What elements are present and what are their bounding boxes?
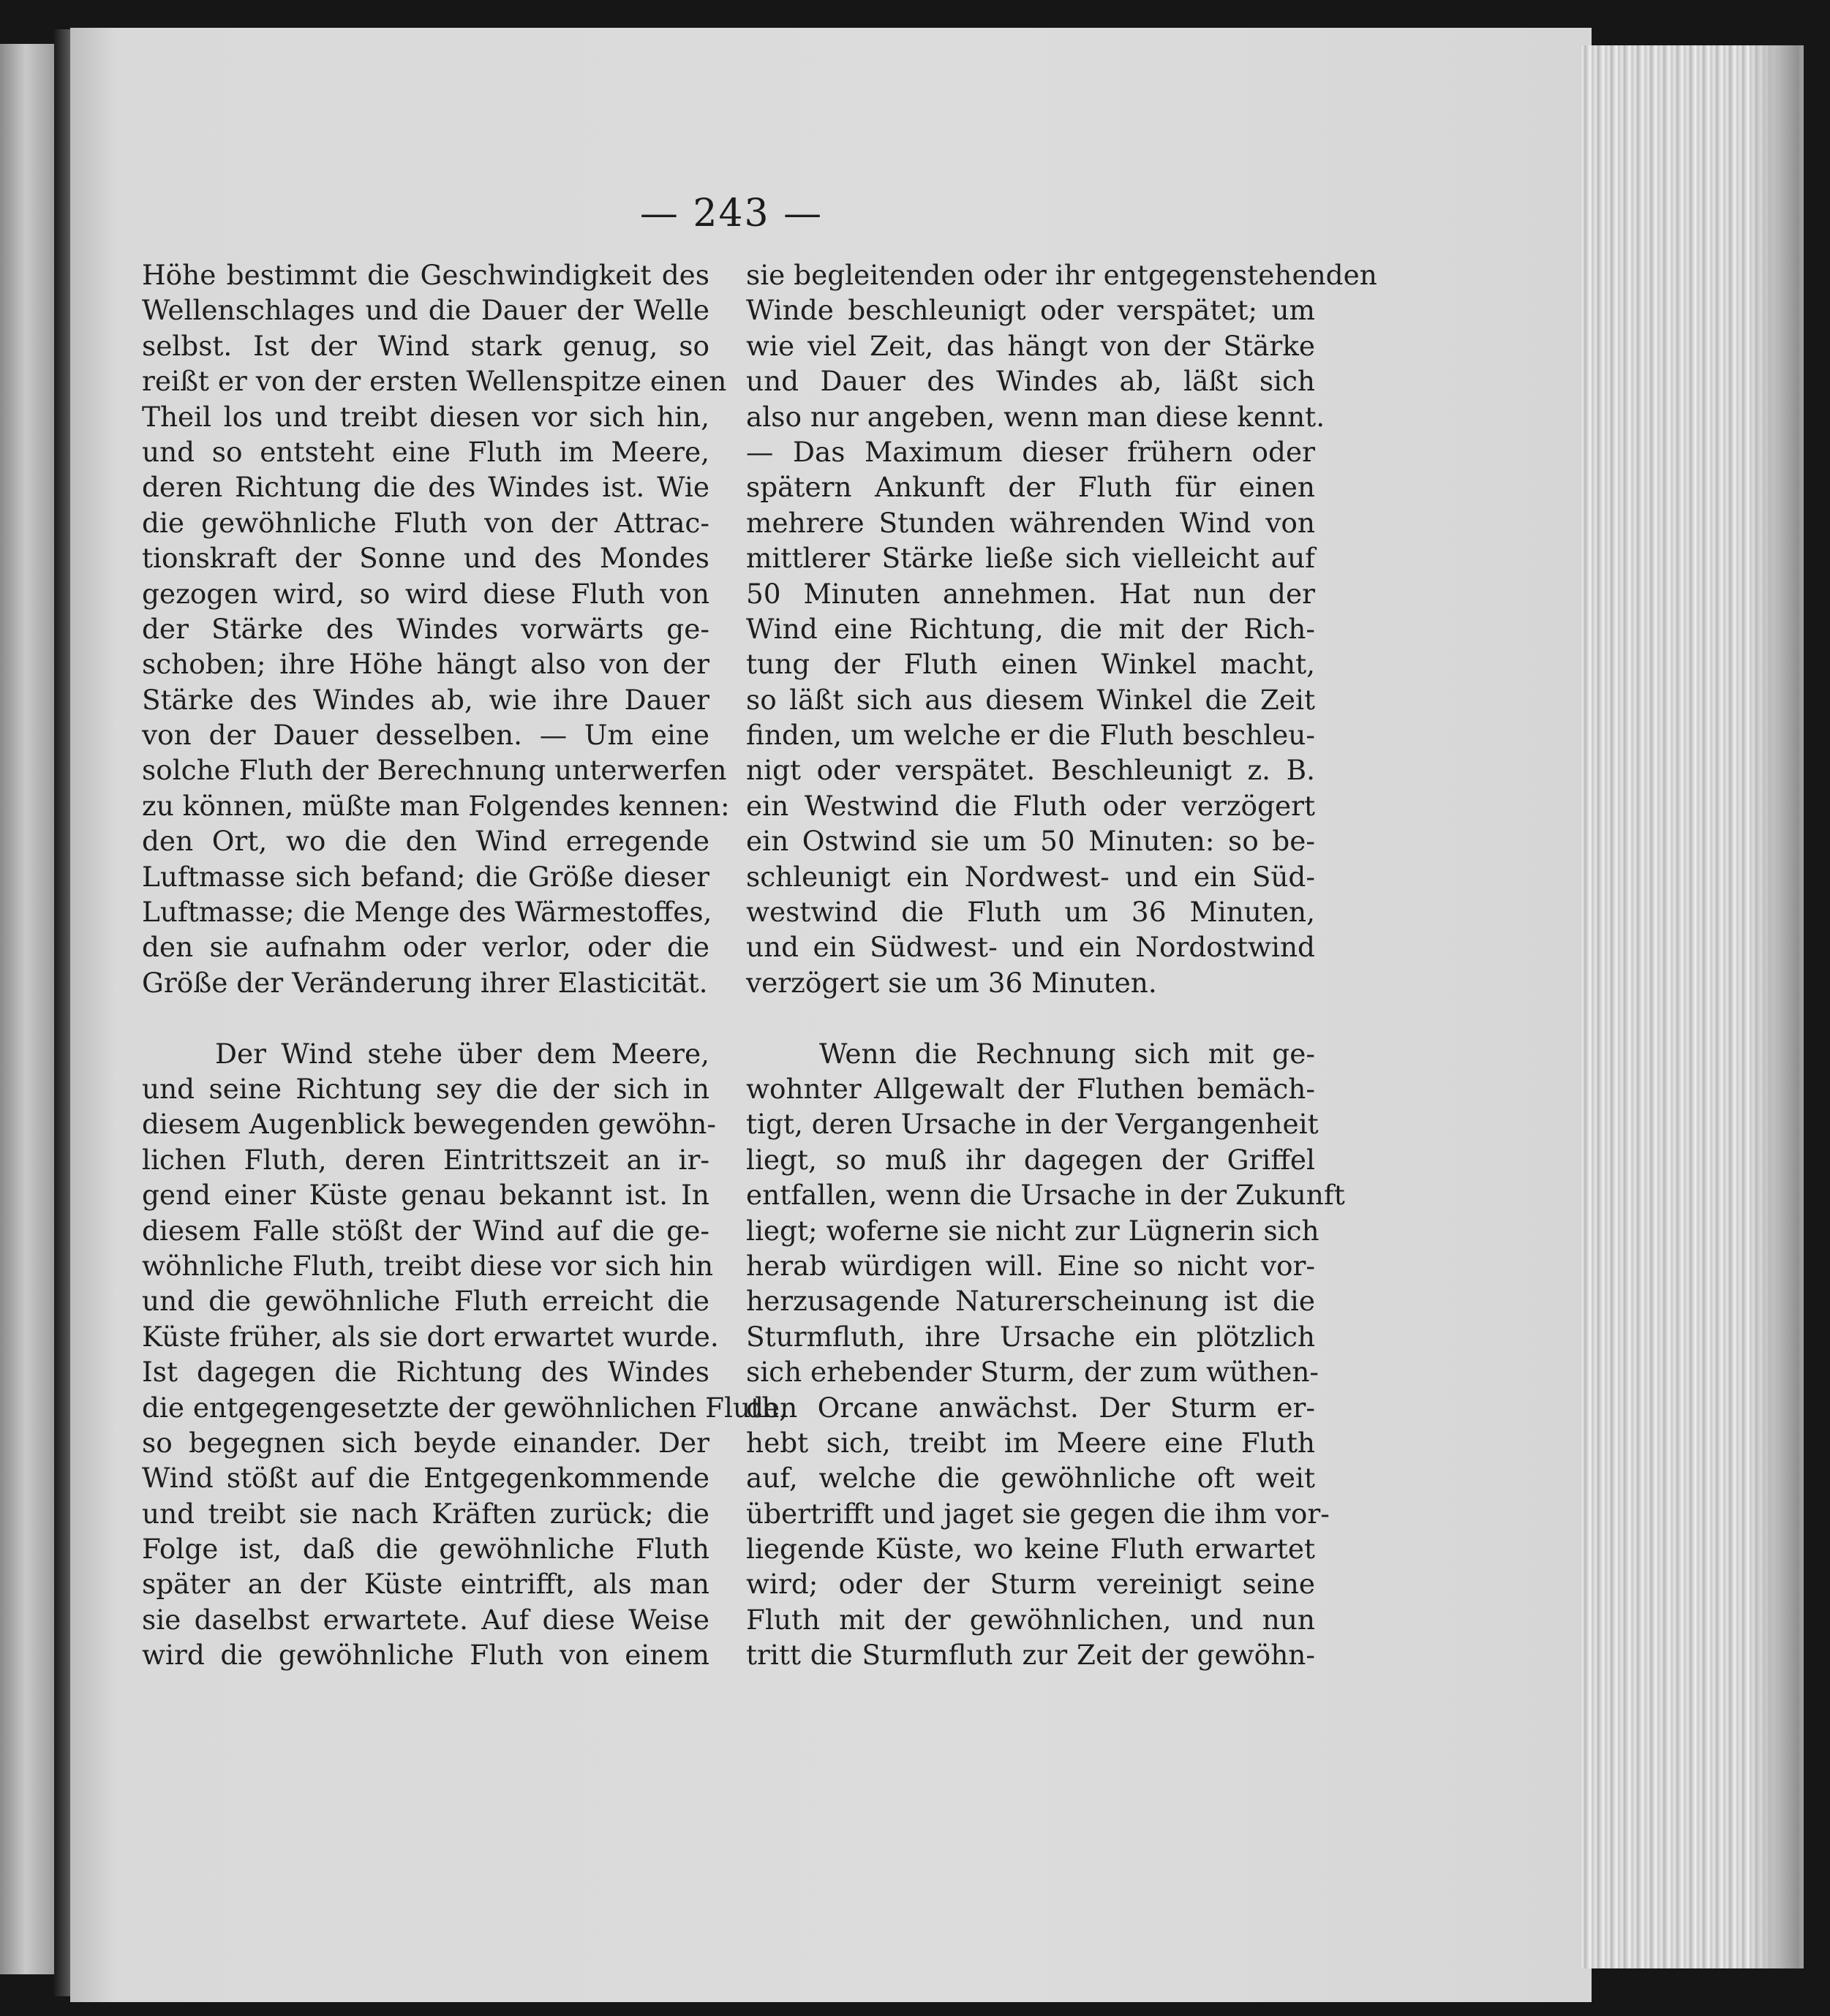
text-line: tritt die Sturmfluth zur Zeit der gewöhn- xyxy=(746,1639,1315,1672)
text-line: übertrifft und jaget sie gegen die ihm vor- xyxy=(746,1497,1330,1530)
paragraph-gap xyxy=(746,1000,1315,1035)
text-line: und die gewöhnliche Fluth erreicht die xyxy=(142,1285,709,1318)
text-line: schoben; ihre Höhe hängt also von der xyxy=(142,648,709,681)
text-line: Fluth mit der gewöhnlichen, und nun xyxy=(746,1603,1315,1636)
text-line: Höhe bestimmt die Geschwindigkeit des xyxy=(142,259,709,291)
text-line: nigt oder verspätet. Beschleunigt z. B. xyxy=(746,754,1315,787)
text-line: und ein Südwest- und ein Nordostwind xyxy=(746,931,1315,964)
text-line: auf, welche die gewöhnliche oft weit xyxy=(746,1462,1315,1495)
text-line: wohnter Allgewalt der Fluthen bemäch- xyxy=(746,1072,1315,1105)
text-line: Größe der Veränderung ihrer Elasticität. xyxy=(142,966,708,999)
text-line: ein Ostwind sie um 50 Minuten: so be- xyxy=(746,825,1315,858)
text-line: später an der Küste eintrifft, als man xyxy=(142,1568,709,1601)
text-line: der Stärke des Windes vorwärts ge- xyxy=(142,612,709,645)
text-line: sich erhebender Sturm, der zum wüthen- xyxy=(746,1356,1319,1389)
text-line: reißt er von der ersten Wellenspitze einen xyxy=(142,365,727,398)
page-number: — 243 — xyxy=(639,192,824,235)
text-line: westwind die Fluth um 36 Minuten, xyxy=(746,896,1315,929)
text-line: deren Richtung die des Windes ist. Wie xyxy=(142,471,709,504)
text-line: wird; oder der Sturm vereinigt seine xyxy=(746,1568,1315,1601)
text-line: diesem Falle stößt der Wind auf die ge- xyxy=(142,1214,709,1247)
text-line: wird die gewöhnliche Fluth von einem xyxy=(142,1639,709,1672)
text-line: schleunigt ein Nordwest- und ein Süd- xyxy=(746,860,1315,893)
text-line: Sturmfluth, ihre Ursache ein plötzlich xyxy=(746,1320,1315,1353)
text-line: wie viel Zeit, das hängt von der Stärke xyxy=(746,329,1315,362)
text-line: und Dauer des Windes ab, läßt sich xyxy=(746,365,1315,398)
text-line: die entgegengesetzte der gewöhnlichen Fluth, xyxy=(142,1391,788,1424)
text-line: mehrere Stunden währenden Wind von xyxy=(746,506,1315,539)
text-line: selbst. Ist der Wind stark genug, so xyxy=(142,329,709,362)
text-line: den Ort, wo die den Wind erregende xyxy=(142,825,709,858)
text-line: lichen Fluth, deren Eintrittszeit an ir- xyxy=(142,1143,709,1176)
text-line: hebt sich, treibt im Meere eine Fluth xyxy=(746,1426,1315,1459)
text-line: liegt; woferne sie nicht zur Lügnerin sich xyxy=(746,1214,1319,1247)
text-line: Luftmasse sich befand; die Größe dieser xyxy=(142,860,709,893)
text-line: verzögert sie um 36 Minuten. xyxy=(746,966,1157,999)
text-line: so läßt sich aus diesem Winkel die Zeit xyxy=(746,683,1315,716)
text-line: den sie aufnahm oder verlor, oder die xyxy=(142,931,709,964)
right-text-column xyxy=(746,257,1377,1673)
text-line: solche Fluth der Berechnung unterwerfen xyxy=(142,754,727,787)
text-line: und seine Richtung sey die der sich in xyxy=(142,1072,709,1105)
text-line: entfallen, wenn die Ursache in der Zukunft xyxy=(746,1179,1345,1212)
text-line: Theil los und treibt diesen vor sich hin, xyxy=(142,400,709,433)
text-line: Der Wind stehe über dem Meere, xyxy=(215,1037,709,1070)
text-line: ein Westwind die Fluth oder verzögert xyxy=(746,789,1315,822)
text-line: Wind eine Richtung, die mit der Rich- xyxy=(746,612,1315,645)
text-line: liegt, so muß ihr dagegen der Griffel xyxy=(746,1143,1315,1176)
text-line: Wenn die Rechnung sich mit ge- xyxy=(819,1037,1315,1070)
text-line: Luftmasse; die Menge des Wärmestoffes, xyxy=(142,896,712,929)
text-line: Stärke des Windes ab, wie ihre Dauer xyxy=(142,683,709,716)
text-line: die gewöhnliche Fluth von der Attrac- xyxy=(142,506,709,539)
text-line: spätern Ankunft der Fluth für einen xyxy=(746,471,1315,504)
left-text-column xyxy=(142,257,788,1673)
text-line: 50 Minuten annehmen. Hat nun der xyxy=(746,577,1315,610)
text-line: liegende Küste, wo keine Fluth erwartet xyxy=(746,1533,1315,1566)
text-line: tionskraft der Sonne und des Mondes xyxy=(142,542,709,575)
text-line: Wellenschlages und die Dauer der Welle xyxy=(142,294,709,327)
text-line: Winde beschleunigt oder verspätet; um xyxy=(746,294,1315,327)
facing-page-edge xyxy=(0,44,57,1974)
text-line: — Das Maximum dieser frühern oder xyxy=(746,435,1315,468)
text-line: finden, um welche er die Fluth beschleu- xyxy=(746,719,1315,752)
text-line: herab würdigen will. Eine so nicht vor- xyxy=(746,1249,1315,1282)
text-line: Ist dagegen die Richtung des Windes xyxy=(142,1356,709,1389)
page-stack-edge xyxy=(1580,45,1804,1968)
text-line: diesem Augenblick bewegenden gewöhn- xyxy=(142,1108,716,1141)
text-line: und so entsteht eine Fluth im Meere, xyxy=(142,435,709,468)
text-line: wöhnliche Fluth, treibt diese vor sich hin xyxy=(142,1249,714,1282)
text-line: von der Dauer desselben. — Um eine xyxy=(142,719,709,752)
text-line: gend einer Küste genau bekannt ist. In xyxy=(142,1179,709,1212)
text-line: tigt, deren Ursache in der Vergangenheit xyxy=(746,1108,1319,1141)
text-line: Folge ist, daß die gewöhnliche Fluth xyxy=(142,1533,709,1566)
text-line: Wind stößt auf die Entgegenkommende xyxy=(142,1462,709,1495)
text-line: herzusagende Naturerscheinung ist die xyxy=(746,1285,1315,1318)
text-line: den Orcane anwächst. Der Sturm er- xyxy=(746,1391,1315,1424)
text-line: tung der Fluth einen Winkel macht, xyxy=(746,648,1315,681)
text-line: so begegnen sich beyde einander. Der xyxy=(142,1426,709,1459)
text-line: und treibt sie nach Kräften zurück; die xyxy=(142,1497,709,1530)
text-line: also nur angeben, wenn man diese kennt. xyxy=(746,400,1325,433)
text-line: Küste früher, als sie dort erwartet wurde. xyxy=(142,1320,719,1353)
paragraph-gap xyxy=(142,1000,709,1035)
text-line: mittlerer Stärke ließe sich vielleicht auf xyxy=(746,542,1315,575)
text-line: zu können, müßte man Folgendes kennen: xyxy=(142,789,730,822)
text-line: sie begleitenden oder ihr entgegenstehenden xyxy=(746,259,1377,291)
text-line: gezogen wird, so wird diese Fluth von xyxy=(142,577,709,610)
text-line: sie daselbst erwartete. Auf diese Weise xyxy=(142,1603,709,1636)
